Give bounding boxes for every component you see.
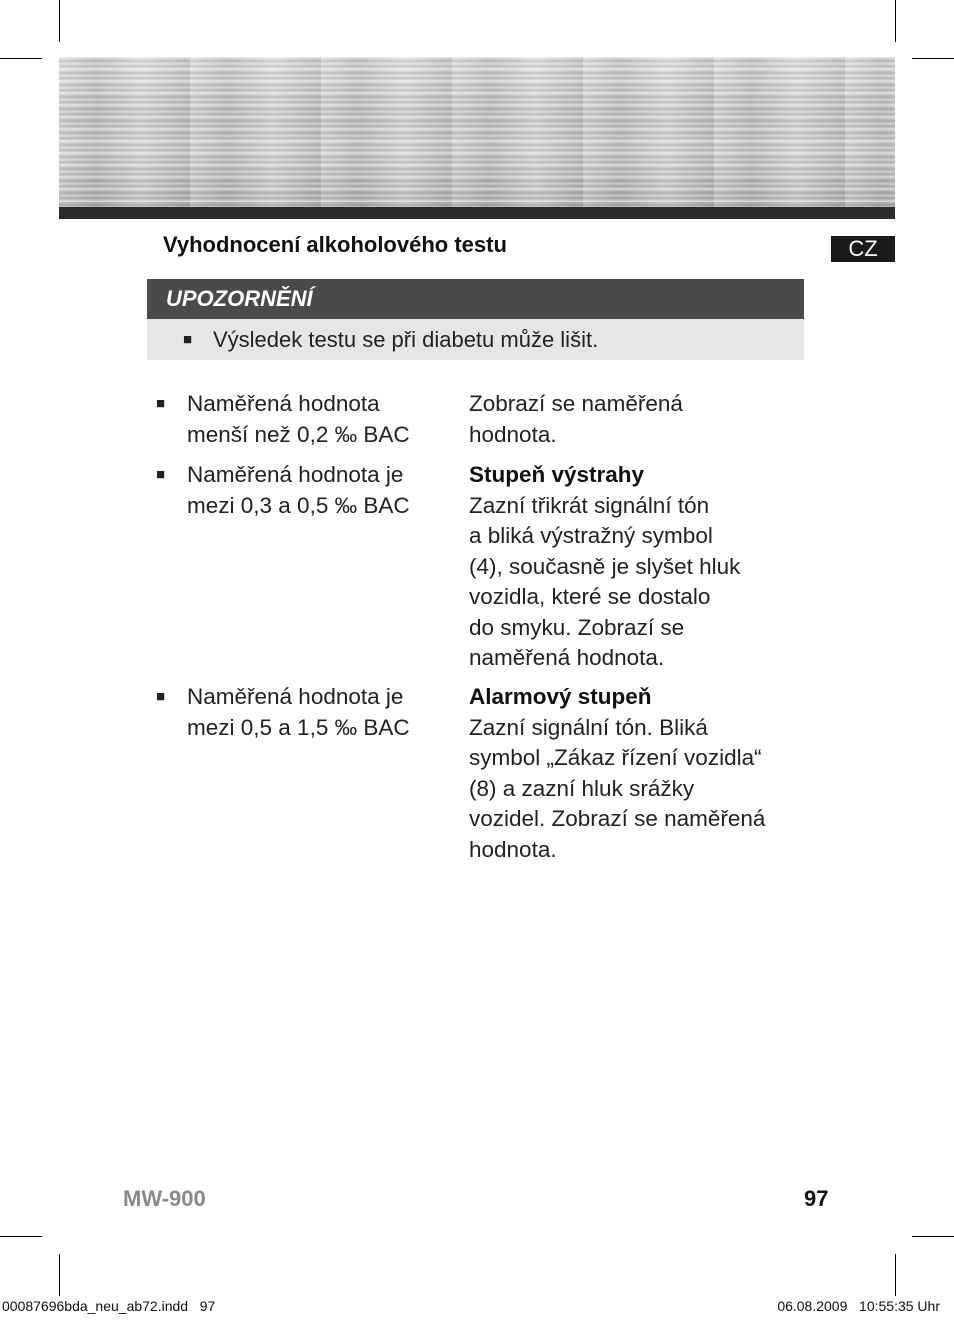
crop-mark [895,1254,896,1296]
warning-heading [147,279,804,319]
banner-bar [59,207,895,219]
warning-heading-label: UPOZORNĚNÍ [166,286,313,311]
crop-mark [0,1236,42,1237]
section-title: Vyhodnocení alkoholového testu [163,232,507,257]
result-text: Zazní třikrát signální tón a bliká výstražný symbol (4), současně je slyšet hluk vozidla, které se dostalo do smyku. Zobrazí se naměřená hodnota. [469,492,741,670]
bullet-square-icon: ■ [156,466,166,483]
result-title: Stupeň výstrahy [469,462,645,487]
crop-mark [912,58,954,59]
warning-text: Výsledek testu se při diabetu může lišit. [213,327,599,352]
brushed-metal-banner [59,57,895,207]
crop-mark [912,1236,954,1237]
language-badge: CZ [831,236,895,262]
warning-body [147,319,804,360]
crop-mark [59,0,60,42]
bullet-square-icon: ■ [156,395,166,412]
crop-mark [0,58,42,59]
condition-text: Naměřená hodnota je mezi 0,3 a 0,5 ‰ BAC [187,462,410,518]
footer-model: MW-900 [123,1186,206,1211]
bullet-square-icon: ■ [156,688,166,705]
print-slug-date: 06.08.2009 10:55:35 Uhr [777,1298,940,1314]
result-text: Zobrazí se naměřená hodnota. [469,391,683,447]
crop-mark [895,0,896,42]
print-slug-file: 00087696bda_neu_ab72.indd 97 [2,1298,216,1314]
condition-text: Naměřená hodnota menší než 0,2 ‰ BAC [187,391,410,447]
result-text: Zazní signální tón. Bliká symbol „Zákaz řízení vozidla“ (8) a zazní hluk srážky vozidel. Zobrazí se naměřená hodnota. [469,714,766,862]
bullet-square-icon: ■ [183,331,193,348]
result-title: Alarmový stupeň [469,684,652,709]
page-number: 97 [804,1186,829,1211]
crop-mark [59,1254,60,1296]
condition-text: Naměřená hodnota je mezi 0,5 a 1,5 ‰ BAC [187,684,410,740]
